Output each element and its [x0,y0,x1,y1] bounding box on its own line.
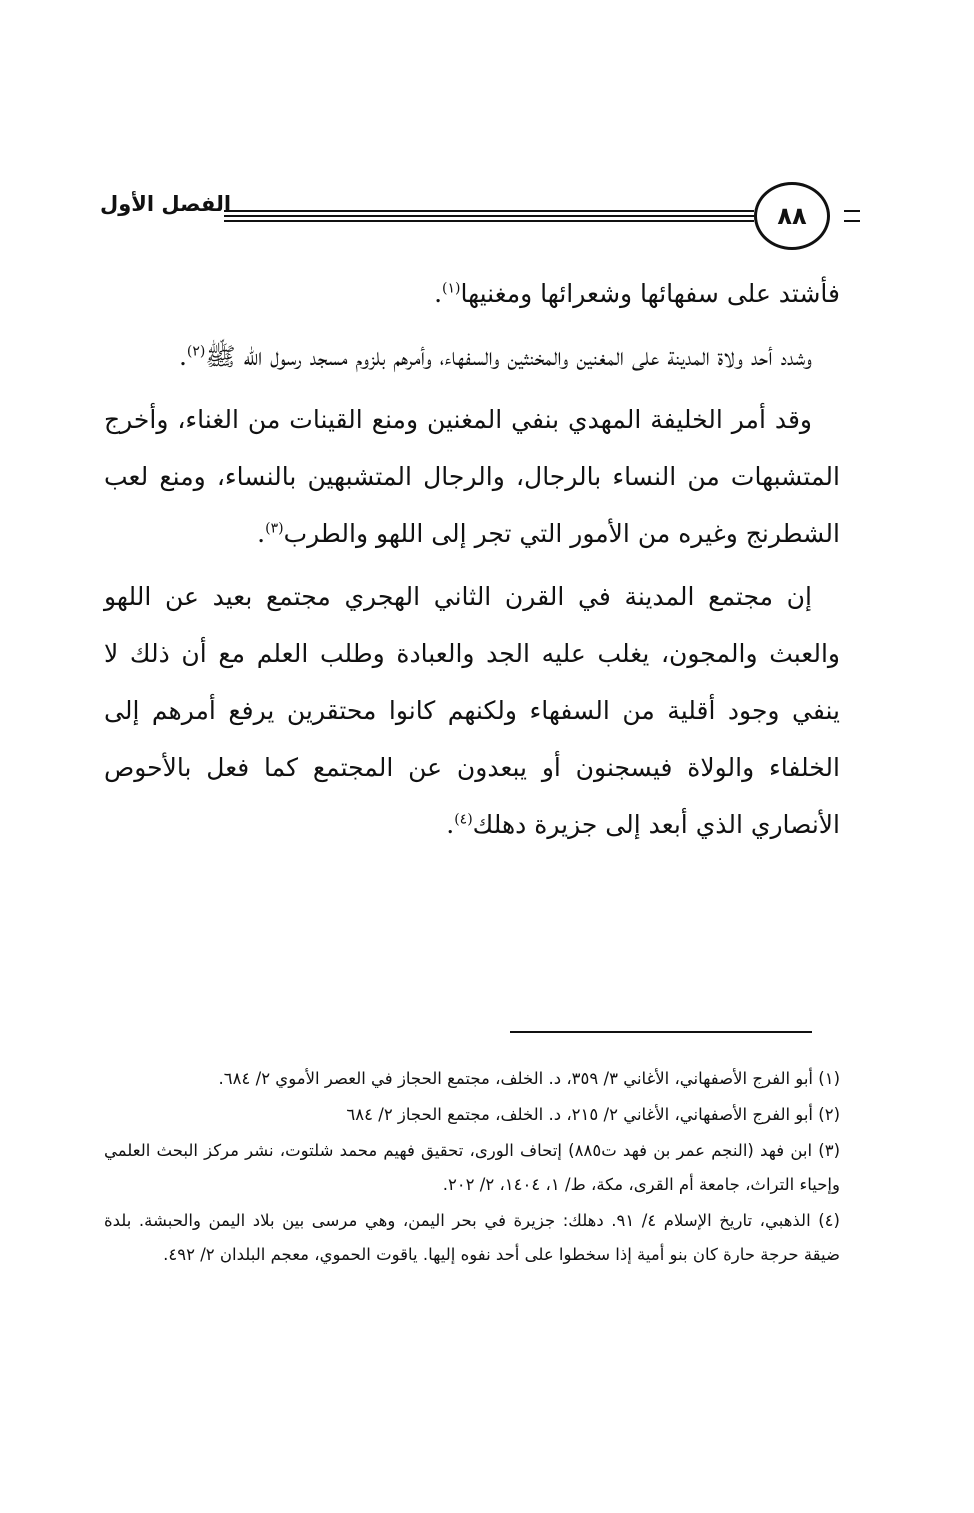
footnote: (٤) الذهبي، تاريخ الإسلام ٤/ ٩١. دهلك: جزيرة في بحر اليمن، وهي مرسى بين بلاد اليمن والحبشة. بلدة ضيقة حرجة حارة كان بنو أمية إذا سخطوا على أحد نفوه إليها. ياقوت الحموي، معجم البلدان ٢/ ٤٩٢. [104,1211,840,1264]
header-rule [224,215,754,217]
footnote-ref: (٤) [454,811,473,828]
paragraph [104,265,840,322]
paragraph-text: إن مجتمع المدينة في القرن الثاني الهجري مجتمع بعيد عن اللهو والعبث والمجون، يغلب عليه الجد والعبادة وطلب العلم مع أن ذلك لا ينفي وجود أقلية من السفهاء ولكنهم كانوا محتقرين يرفع أمرهم إلى الخلفاء والولاة فيسجنون أو يبعدون عن المجتمع كما فعل بالأحوص الأنصاري الذي أبعد إلى جزيرة دهلك [104,582,840,839]
paragraph [104,328,840,385]
chapter-title: الفصل الأول [100,192,232,216]
header-rule [224,210,754,212]
end-mark: . [257,519,266,548]
footnote-ref: (٢) [186,343,206,360]
footnote: (٢) أبو الفرج الأصفهاني، الأغاني ٢/ ٢١٥، د. الخلف، مجتمع الحجاز ٢/ ٦٨٤ [346,1105,840,1124]
body-text [104,265,840,859]
footnote: (١) أبو الفرج الأصفهاني، الأغاني ٣/ ٣٥٩، د. الخلف، مجتمع الحجاز في العصر الأموي ٢/ ٦٨٤. [218,1069,840,1088]
footnote-separator [510,1031,812,1033]
header-rule-end [844,210,860,212]
paragraph-text: وشدد أحد ولاة المدينة على المغنين والمخنثين والسفهاء، وأمرهم بلزوم مسجد رسول الله ﷺ [205,342,812,371]
footnote: (٣) ابن فهد (النجم عمر بن فهد ت٨٨٥) إتحاف الورى، تحقيق فهيم محمد شلتوت، نشر مركز البحث العلمي وإحياء التراث، جامعة أم القرى، مكة، ط/ ١، ١٤٠٤، ٢/ ٢٠٢. [104,1141,840,1194]
paragraph-text: وقد أمر الخليفة المهدي بنفي المغنين ومنع القينات من الغناء، وأخرج المتشبهات من النساء بالرجال، والرجال المتشبهين بالنساء، ومنع لعب الشطرنج وغيره من الأمور التي تجر إلى اللهو والطرب [104,405,840,548]
paragraph-text: فأشتد على سفهائها وشعرائها ومغنيها [460,279,840,308]
header-rule [224,220,754,222]
end-mark: . [434,279,443,308]
footnotes [104,1062,840,1274]
footnote-ref: (٣) [265,520,284,537]
end-mark: . [446,810,455,839]
footnote-ref: (١) [442,280,461,297]
page-header [100,178,860,248]
end-mark: . [178,342,187,371]
page-number: ٨٨ [754,182,830,250]
header-rule-end [844,220,860,222]
paragraph [104,568,840,853]
paragraph [104,391,840,562]
